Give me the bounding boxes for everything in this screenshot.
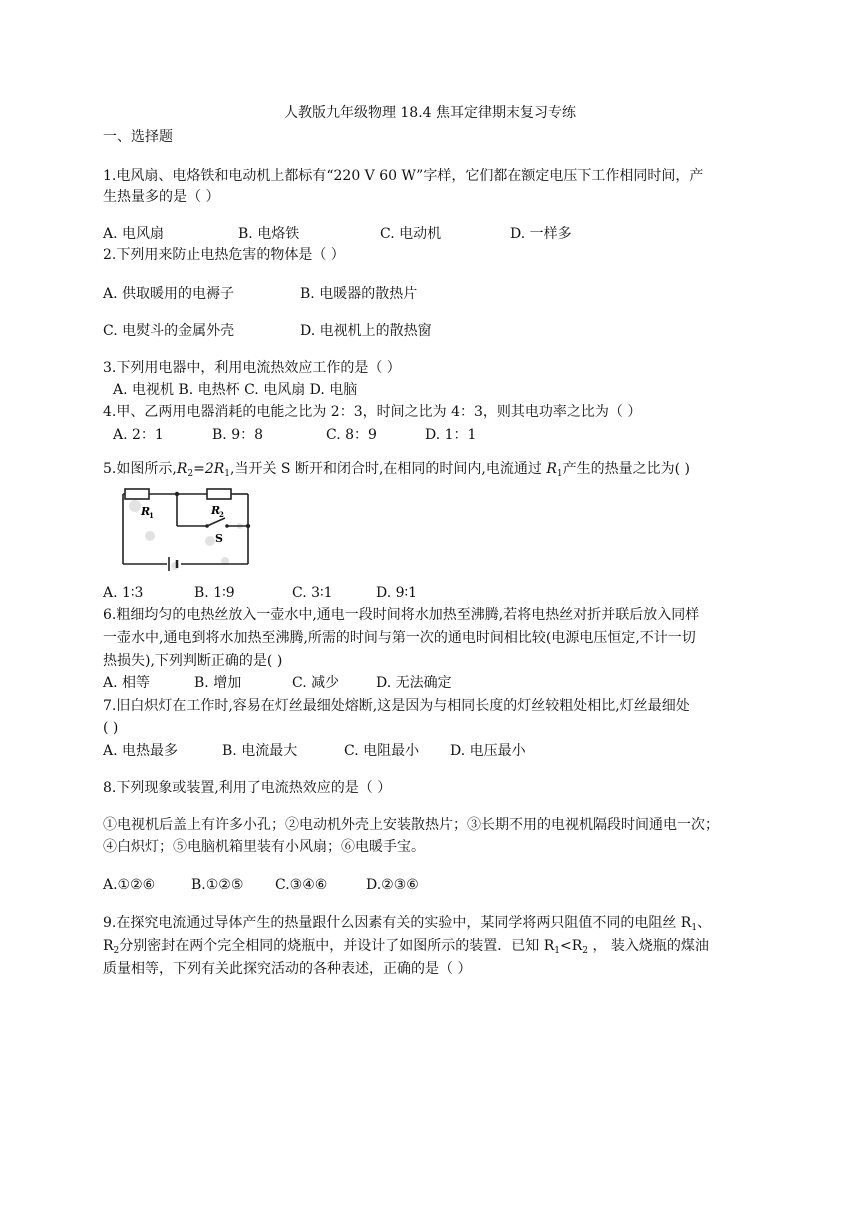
q8-option-b: B.①②⑤: [191, 877, 244, 893]
q9-line1a: 9.在探究电流通过导体产生的热量跟什么因素有关的实验中，某同学将两只阻值不同的电阻丝 R: [103, 915, 692, 931]
q1-option-d: D. 一样多: [510, 226, 572, 242]
q5-r2-sub: 2: [187, 469, 194, 479]
q7-stem-line2: ( ): [103, 720, 119, 736]
q6-stem-line2: 一壶水中,通电到将水加热至沸腾,所需的时间与第一次的通电时间相比较(电源电压恒定,不计一切: [103, 630, 696, 646]
q9-line2b: 分别密封在两个完全相同的烧瓶中，并设计了如图所示的装置．已知 R: [119, 938, 555, 954]
q5-option-c: C. 3∶1: [292, 585, 333, 601]
q5-pre: 5.如图所示,: [103, 461, 177, 477]
fig-label-r1-sub: 1: [149, 511, 154, 520]
q9-s4: 2: [582, 946, 589, 956]
q5-option-b: B. 1∶9: [194, 585, 235, 601]
q3-stem: 3.下列用电器中，利用电流热效应工作的是（ ）: [103, 360, 401, 376]
q5-r1-sub: 1: [224, 469, 231, 479]
q2-option-b: B. 电暖器的散热片: [300, 286, 418, 302]
q5-mid: ,当开关 S 断开和闭合时,在相同的时间内,电流通过: [230, 461, 547, 477]
q2-option-a: A. 供取暖用的电褥子: [103, 286, 235, 302]
q5-option-a: A. 1∶3: [103, 585, 144, 601]
section-heading: 一、选择题: [103, 129, 173, 145]
q5-stem: [103, 460, 690, 483]
q2-stem: 2.下列用来防止电热危害的物体是（ ）: [103, 247, 345, 263]
q3-options: A. 电视机 B. 电热杯 C. 电风扇 D. 电脑: [113, 382, 358, 398]
q5-r1: R: [213, 461, 225, 477]
q9-line2c: <R: [560, 938, 583, 954]
q5-eq: =2: [193, 461, 214, 477]
q9-s3: 1: [554, 946, 561, 956]
q9-stem-line2: [103, 937, 709, 960]
q6-option-a: A. 相等: [103, 675, 151, 691]
page-title: 人教版九年级物理 18.4 焦耳定律期末复习专练: [283, 105, 577, 121]
q9-s1: 1: [691, 923, 698, 933]
q9-line2a: R: [103, 938, 114, 954]
q9-stem-line3: 质量相等，下列有关此探究活动的各种表述，正确的是（ ）: [103, 961, 472, 977]
q8-option-d: D.②③⑥: [366, 877, 419, 893]
q8-stem: 8.下列现象或装置,利用了电流热效应的是（ ）: [103, 780, 392, 796]
q7-stem-line1: 7.旧白炽灯在工作时,容易在灯丝最细处熔断,这是因为与相同长度的灯丝较粗处相比,灯丝最细处: [103, 698, 690, 714]
q8-items-line1: ①电视机后盖上有许多小孔；②电动机外壳上安装散热片；③长期不用的电视机隔段时间通电一次；: [103, 817, 719, 833]
q6-option-d: D. 无法确定: [376, 675, 452, 691]
q5-r1b: R: [546, 461, 557, 477]
q5-r1b-sub: 1: [556, 469, 563, 479]
q7-option-b: B. 电流最大: [222, 743, 298, 759]
q5-option-d: D. 9∶1: [376, 585, 418, 601]
q1-option-b: B. 电烙铁: [238, 226, 300, 242]
q6-stem-line1: 6.粗细均匀的电热丝放入一壶水中,通电一段时间将水加热至沸腾,若将电热丝对折并联后放入同样: [103, 607, 700, 623]
q5-r2: R: [176, 461, 188, 477]
q4-option-c: C. 8：9: [326, 427, 377, 443]
q4-stem: 4.甲、乙两用电器消耗的电能之比为 2：3，时间之比为 4：3，则其电功率之比为（ ）: [103, 404, 642, 420]
q8-option-a: A.①②⑥: [103, 877, 156, 893]
q8-option-c: C.③④⑥: [275, 877, 328, 893]
q8-items-line2: ④白炽灯；⑤电脑机箱里装有小风扇；⑥电暖手宝。: [103, 839, 425, 855]
q2-option-d: D. 电视机上的散热窗: [300, 323, 432, 339]
q6-stem-line3: 热损失),下列判断正确的是( ): [103, 653, 283, 669]
fig-label-s: S: [215, 532, 223, 545]
q9-stem-line1: [103, 914, 711, 937]
q6-option-b: B. 增加: [194, 675, 242, 691]
q4-option-b: B. 9：8: [212, 427, 264, 443]
q9-s2: 2: [113, 946, 120, 956]
q4-option-a: A. 2：1: [113, 427, 164, 443]
q5-post: 产生的热量之比为( ): [562, 461, 690, 477]
q1-stem-line1: 1.电风扇、电烙铁和电动机上都标有“220 V 60 W”字样，它们都在额定电压下工作相同时间，产: [103, 168, 704, 184]
q1-stem-line2: 生热量多的是（ ）: [103, 189, 220, 205]
q7-option-a: A. 电热最多: [103, 743, 179, 759]
q4-option-d: D. 1：1: [425, 427, 477, 443]
q7-option-d: D. 电压最小: [450, 743, 526, 759]
q1-option-c: C. 电动机: [380, 226, 442, 242]
fig-label-r2-sub: 2: [219, 510, 224, 519]
q9-line1b: 、: [697, 915, 712, 931]
q5-circuit-figure: [115, 486, 260, 576]
q2-option-c: C. 电熨斗的金属外壳: [103, 323, 235, 339]
q6-option-c: C. 减少: [292, 675, 340, 691]
fig-label-r2: R: [211, 504, 221, 517]
q7-option-c: C. 电阻最小: [344, 743, 420, 759]
fig-label-r1: R: [141, 505, 151, 518]
q9-line2d: ， 装入烧瓶的煤油: [588, 938, 709, 954]
q1-option-a: A. 电风扇: [103, 226, 165, 242]
